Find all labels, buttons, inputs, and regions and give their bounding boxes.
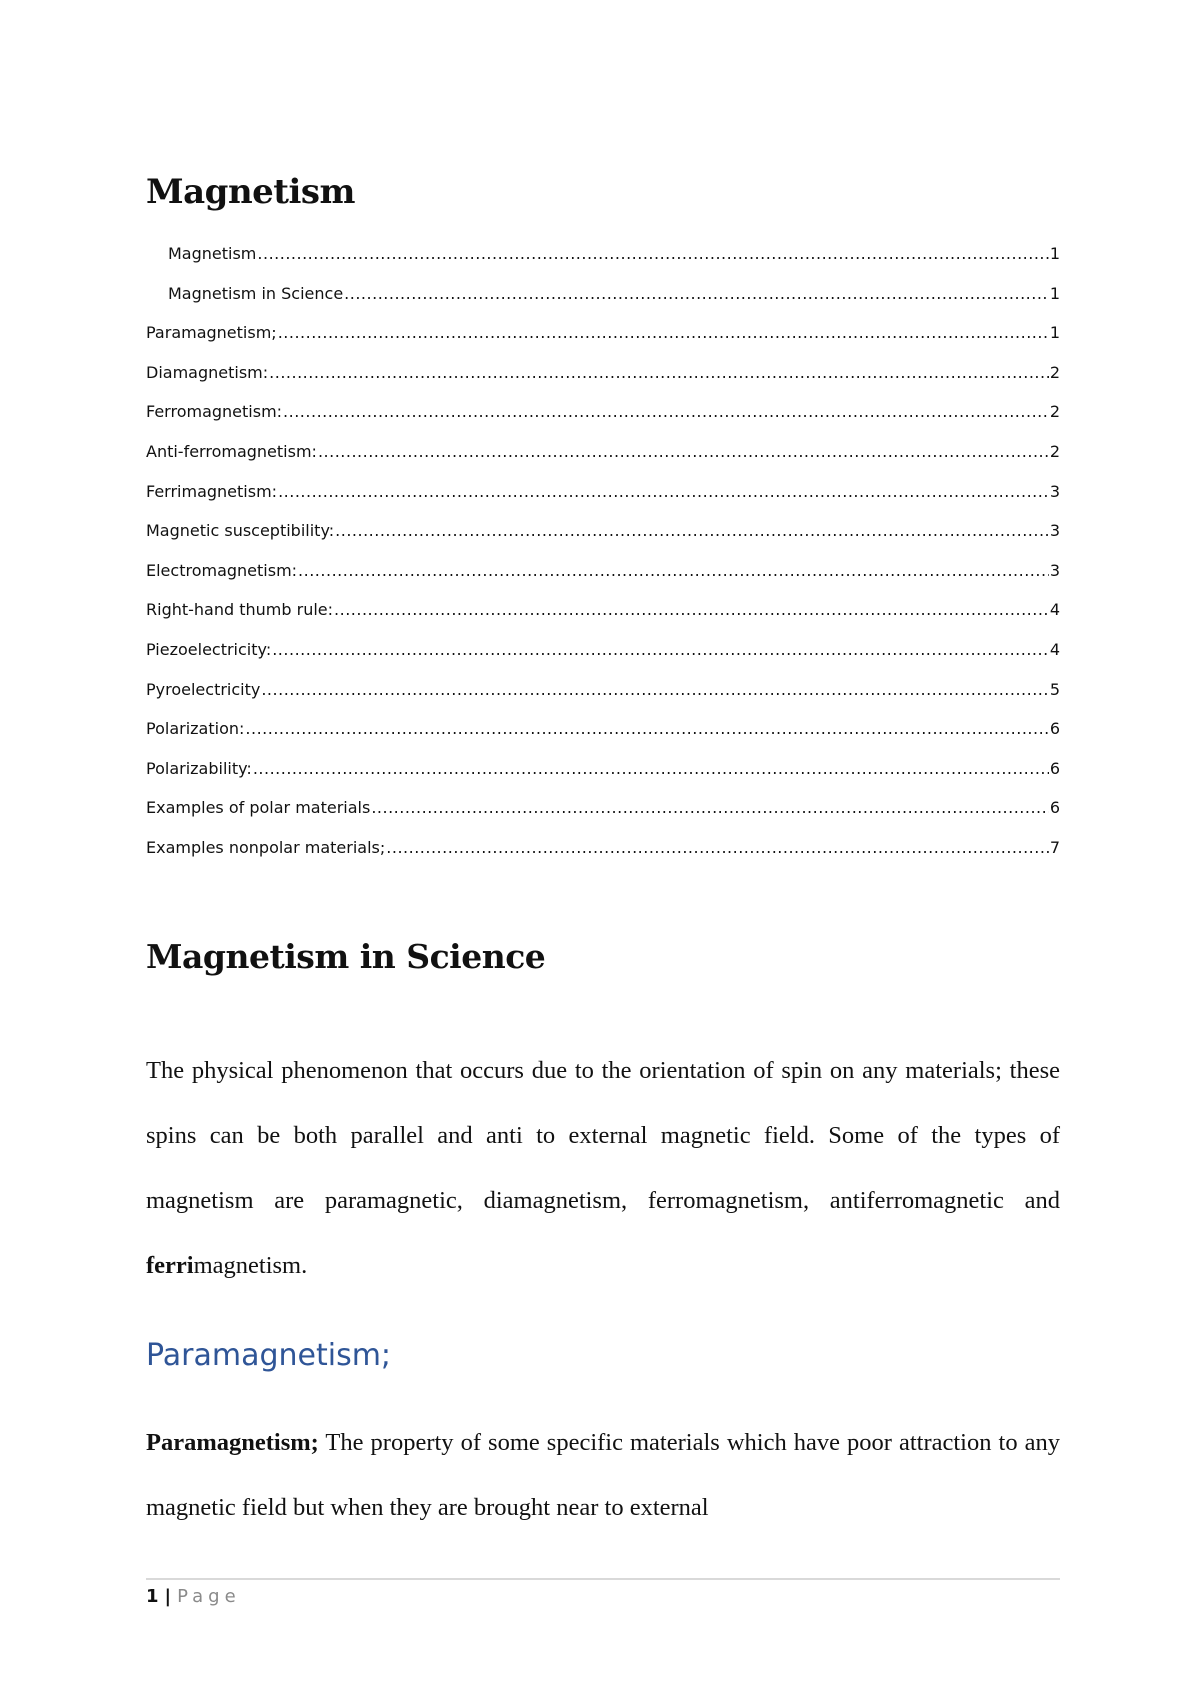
toc-leader-dots xyxy=(278,323,1049,342)
toc-entry-page: 6 xyxy=(1049,719,1060,739)
toc-leader-dots xyxy=(261,680,1048,699)
toc-entry-label: Paramagnetism; xyxy=(146,323,277,343)
toc-leader-dots xyxy=(371,798,1048,817)
toc-entry[interactable] xyxy=(146,323,1060,363)
toc-leader-dots xyxy=(278,482,1049,501)
toc-leader-dots xyxy=(386,838,1049,857)
toc-entry-page: 7 xyxy=(1049,837,1060,857)
toc-entry-page: 3 xyxy=(1049,521,1060,541)
toc-entry[interactable] xyxy=(146,600,1060,640)
footer-rule xyxy=(146,1578,1060,1580)
toc-leader-dots xyxy=(334,600,1049,619)
toc-entry-label: Magnetic susceptibility: xyxy=(146,521,335,541)
toc-entry[interactable] xyxy=(146,521,1060,561)
toc-entry-label: Examples of polar materials xyxy=(146,798,371,818)
toc-entry-page: 6 xyxy=(1049,758,1060,778)
toc-entry[interactable] xyxy=(146,759,1060,799)
page-label: Page xyxy=(177,1586,241,1607)
toc-entry-page: 4 xyxy=(1049,600,1060,620)
toc-entry-page: 3 xyxy=(1049,481,1060,501)
toc-leader-dots xyxy=(272,640,1049,659)
toc-leader-dots xyxy=(253,759,1049,778)
section-heading: Magnetism in Science xyxy=(146,937,546,976)
toc-entry-label: Diamagnetism: xyxy=(146,362,269,382)
paragraph-text-tail: magnetism. xyxy=(193,1252,308,1279)
toc-entry-page: 1 xyxy=(1049,244,1060,263)
toc-leader-dots xyxy=(298,561,1049,580)
toc-leader-dots xyxy=(283,402,1049,421)
toc-leader-dots xyxy=(269,363,1049,382)
paragraph-text: The physical phenomenon that occurs due to the orientation of spin on any materials; these spins can be both parallel and anti to external magnetic field. Some of the types of magnetism are paramagnetic, diamagnetism, ferromagnetism, antiferromagnetic and xyxy=(146,1057,1060,1214)
toc-entry-label: Magnetism in Science xyxy=(168,283,344,303)
toc-entry[interactable] xyxy=(146,561,1060,601)
toc-entry-page: 4 xyxy=(1049,639,1060,659)
page-footer xyxy=(146,1586,241,1607)
toc-leader-dots xyxy=(318,442,1049,461)
toc-entry-page: 6 xyxy=(1049,798,1060,818)
body-paragraph-paramagnetism xyxy=(146,1410,1060,1540)
subheading-paramagnetism: Paramagnetism; xyxy=(146,1338,392,1373)
toc-leader-dots xyxy=(257,244,1048,263)
toc-leader-dots xyxy=(335,521,1049,540)
toc-entry-label: Pyroelectricity xyxy=(146,679,261,699)
toc-entry[interactable] xyxy=(146,640,1060,680)
document-title: Magnetism xyxy=(146,172,356,212)
toc-entry-label: Examples nonpolar materials; xyxy=(146,837,386,857)
toc-entry-label: Ferrimagnetism: xyxy=(146,481,278,501)
toc-entry[interactable] xyxy=(146,284,1060,324)
toc-entry[interactable] xyxy=(146,798,1060,838)
toc-entry[interactable] xyxy=(146,402,1060,442)
toc-entry-label: Piezoelectricity: xyxy=(146,639,272,659)
toc-entry-label: Anti-ferromagnetism: xyxy=(146,441,317,461)
toc-entry-label: Electromagnetism: xyxy=(146,560,298,580)
toc-entry-page: 2 xyxy=(1049,362,1060,382)
toc-entry[interactable] xyxy=(146,719,1060,759)
toc-entry-page: 2 xyxy=(1049,402,1060,422)
toc-entry[interactable] xyxy=(146,838,1060,878)
toc-entry-label: Magnetism xyxy=(168,244,257,263)
toc-entry-page: 1 xyxy=(1049,323,1060,343)
page-number: 1 xyxy=(146,1586,159,1607)
toc-entry-label: Ferromagnetism: xyxy=(146,402,283,422)
toc-entry-label: Polarizability: xyxy=(146,758,252,778)
toc-entry-page: 2 xyxy=(1049,441,1060,461)
bold-text: ferri xyxy=(146,1252,194,1279)
paragraph-text: The property of some specific materials which have poor attraction to any magnetic field but when they are brought near to external xyxy=(146,1429,1060,1521)
toc-entry[interactable] xyxy=(146,244,1060,284)
toc-entry-label: Right-hand thumb rule: xyxy=(146,600,334,620)
toc-entry[interactable] xyxy=(146,363,1060,403)
toc-entry[interactable] xyxy=(146,680,1060,720)
toc-entry-page: 3 xyxy=(1049,560,1060,580)
toc-entry[interactable] xyxy=(146,442,1060,482)
toc-entry-label: Polarization: xyxy=(146,719,245,739)
toc-leader-dots xyxy=(344,284,1049,303)
body-paragraph xyxy=(146,1038,1060,1298)
toc-leader-dots xyxy=(245,719,1048,738)
toc-entry[interactable] xyxy=(146,482,1060,522)
toc-entry-page: 1 xyxy=(1049,283,1060,303)
footer-separator: | xyxy=(164,1586,172,1607)
bold-term: Paramagnetism; xyxy=(146,1429,319,1456)
toc-entry-page: 5 xyxy=(1049,679,1060,699)
table-of-contents xyxy=(146,244,1060,878)
